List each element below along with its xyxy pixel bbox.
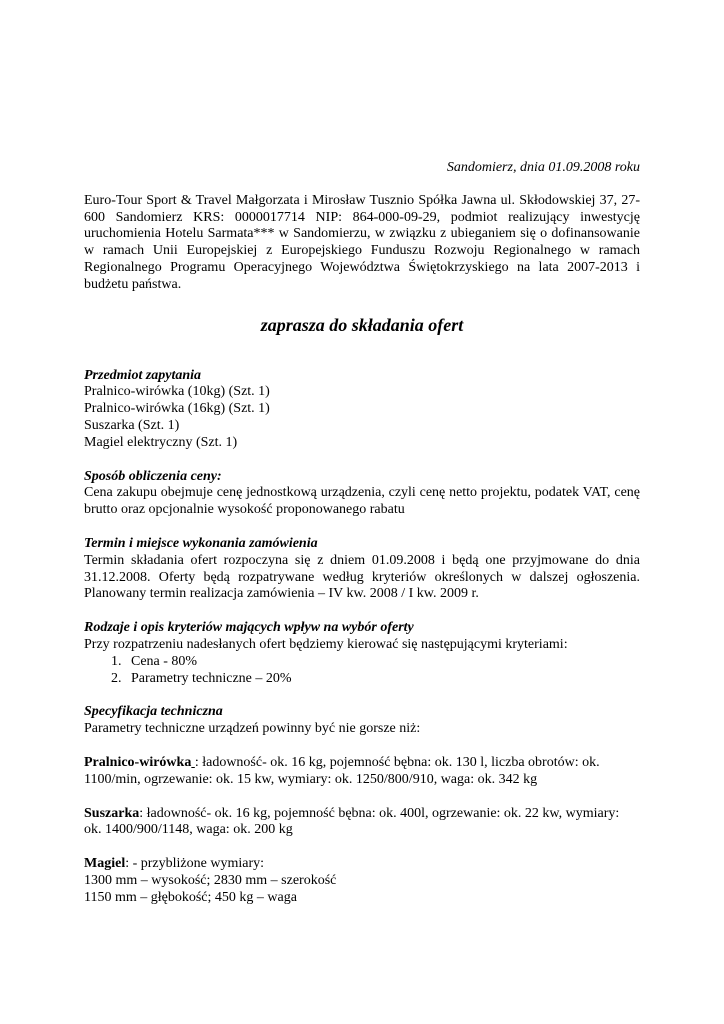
spec-washer — [84, 755, 640, 789]
section-title-specification: Specyfikacja techniczna — [84, 704, 223, 720]
criteria-intro: Przy rozpatrzeniu nadesłanych ofert będziemy kierować się następującymi kryteriami: — [84, 636, 568, 652]
section-title-subject: Przedmiot zapytania — [84, 367, 202, 383]
spec-washer-text: : ładowność- ok. 16 kg, pojemność bębna: ok. 130 l, liczba obrotów: ok. 1100/min, ogrzewanie: ok. 15 kw, wymiary: ok. 1250/800/910, waga: ok. 342 kg — [84, 754, 600, 787]
section-title-criteria: Rodzaje i opis kryteriów mających wpływ na wybór oferty — [84, 620, 414, 636]
spec-mangle-header — [84, 856, 640, 873]
spec-dryer — [84, 806, 640, 840]
intro-paragraph: Euro-Tour Sport & Travel Małgorzata i Mirosław Tusznio Spółka Jawna ul. Skłodowskiej 37, 27-600 Sandomierz KRS: 0000017714 NIP: 864-000-09-29, podmiot realizujący inwestycję uruchomienia Hotelu Sarmata*** w Sandomierzu, w związku z ubieganiem się o dofinansowanie w ramach Unii Europejskiej z Europejskiego Funduszu Rozwoju Regionalnego w ramach Regionalnego Programu Operacyjnego Województwa Świętokrzyskiego na lata 2007-2013 i budżetu państwa. — [84, 192, 640, 292]
spec-mangle-line: 1300 mm – wysokość; 2830 mm – szerokość — [84, 872, 337, 888]
spec-mangle — [84, 856, 640, 906]
criteria-item: 1. Cena - 80% — [125, 654, 640, 671]
pricing-text: Cena zakupu obejmuje cenę jednostkową urządzenia, czyli cenę netto projektu, podatek VAT, cenę brutto oraz opcjonalnie wysokość proponowanego rabatu — [84, 485, 640, 518]
section-criteria — [84, 620, 640, 687]
criteria-item: 2. Parametry techniczne – 20% — [125, 671, 640, 688]
spec-mangle-text: : - przybliżone wymiary: — [125, 856, 265, 872]
specification-intro: Parametry techniczne urządzeń powinny być nie gorsze niż: — [84, 721, 421, 737]
schedule-text: Termin składania ofert rozpoczyna się z dniem 01.09.2008 i będą one przyjmowane do dnia 31.12.2008. Oferty będą rozpatrywane według kryteriów określonych w dalszej ogłoszenia. Planowany termin realizacja zamówienia – IV kw. 2008 / I kw. 2009 r. — [84, 552, 640, 602]
subject-item: Pralnico-wirówka (16kg) (Szt. 1) — [84, 401, 270, 417]
section-specification — [84, 704, 640, 738]
spec-mangle-line: 1150 mm – głębokość; 450 kg – waga — [84, 889, 297, 905]
spec-washer-name: Pralnico-wirówka — [84, 754, 192, 770]
section-title-schedule: Termin i miejsce wykonania zamówienia — [84, 535, 318, 551]
subject-item: Magiel elektryczny (Szt. 1) — [84, 434, 238, 450]
criteria-list — [84, 654, 640, 688]
section-schedule — [84, 536, 640, 603]
section-pricing — [84, 469, 640, 519]
date-line: Sandomierz, dnia 01.09.2008 roku — [446, 160, 640, 175]
section-title-pricing: Sposób obliczenia ceny: — [84, 468, 222, 484]
section-subject — [84, 368, 640, 452]
spec-mangle-name: Magiel — [84, 856, 126, 872]
spec-dryer-name: Suszarka — [84, 805, 140, 821]
subject-item: Pralnico-wirówka (10kg) (Szt. 1) — [84, 384, 270, 400]
subject-item: Suszarka (Szt. 1) — [84, 417, 180, 433]
spec-dryer-text: : ładowność- ok. 16 kg, pojemność bębna: ok. 400l, ogrzewanie: ok. 22 kw, wymiary: ok. 1400/900/1148, waga: ok. 200 kg — [84, 805, 620, 838]
main-title: zaprasza do składania ofert — [260, 314, 464, 335]
